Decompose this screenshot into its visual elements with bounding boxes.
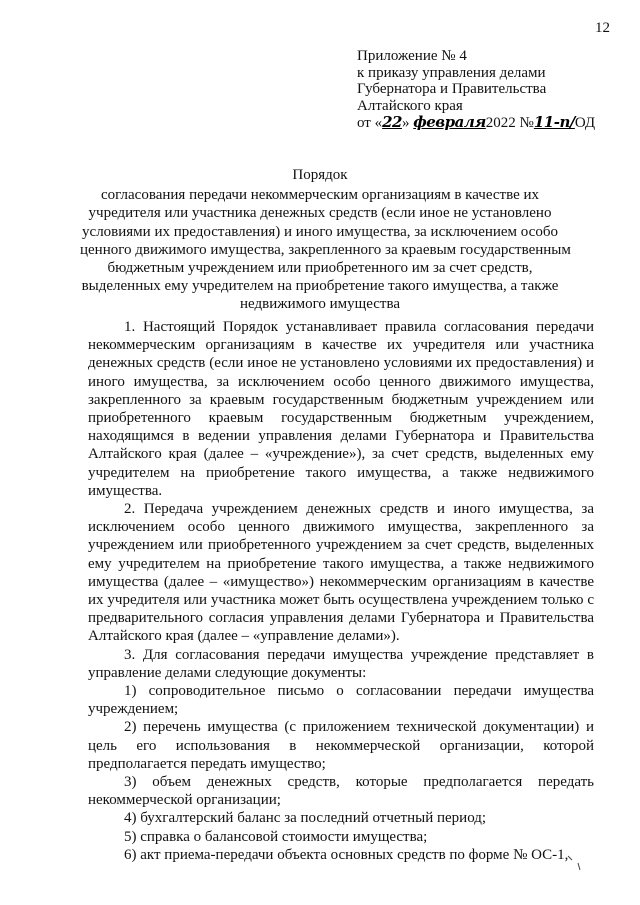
handwritten-month: февраля [413, 113, 486, 131]
list-item-3: 3) объем денежных средств, которые предполагается передать некоммерческой организации; [88, 774, 594, 809]
page-number: 12 [595, 20, 610, 36]
document-heading: Порядок [292, 167, 348, 183]
subtitle-line: условиями их предоставления) и иного имущества, за исключением особо [82, 223, 558, 240]
subtitle-line: недвижимого имущества [240, 296, 400, 313]
appendix-line-4: Алтайского края [357, 97, 463, 114]
handwritten-order-number: 11-п/ [533, 113, 575, 131]
scan-mark-icon [566, 854, 586, 874]
list-item-1: 1) сопроводительное письмо о согласовании передачи имущества учреждением; [88, 683, 594, 718]
list-item-6: 6) акт приема-передачи объекта основных средств по форме № ОС-1, [124, 846, 569, 863]
date-year: 2022 № [485, 115, 534, 131]
document-title-block [80, 166, 571, 314]
appendix-line-1: Приложение № 4 [357, 48, 467, 64]
paragraph-3: 3. Для согласования передачи имущества учреждение представляет в управление делами следующие документы: [88, 646, 594, 681]
document-body [88, 318, 594, 864]
subtitle-line: ценного движимого имущества, закрепленного за краевым государственным [80, 241, 571, 258]
list-item-2: 2) перечень имущества (с приложением технической документации) и цель его использования в некоммерческой организации, которой предполагается передать имущество; [88, 719, 594, 772]
date-mid: » [401, 115, 414, 131]
appendix-date-line [357, 114, 627, 132]
paragraph-2: 2. Передача учреждением денежных средств и иного имущества, за исключением особо ценного движимого имущества, закрепленного за учреждением или приобретенного учреждением за счет средств, выделенных ему учредителем на приобретение такого имущества, а также недвижимого имущества (далее – «имущество») некоммерческим организациям в качестве их учредителя или участника может быть осуществлена учреждением только с предварительного согласия управления делами Губернатора и Правительства Алтайского края (далее – «управление делами»). [88, 501, 594, 645]
subtitle-line: учредителя или участника денежных средств (если иное не установлено [88, 205, 552, 222]
appendix-line-3: Губернатора и Правительства [357, 81, 547, 97]
subtitle-line: бюджетным учреждением или приобретенного им за счет средств, [107, 260, 533, 277]
appendix-line-2: к приказу управления делами [357, 64, 546, 81]
handwritten-day: 22 [382, 113, 402, 131]
order-suffix: ОД [574, 115, 596, 131]
paragraph-1: 1. Настоящий Порядок устанавливает правила согласования передачи некоммерческим организациям в качестве их учредителя или участника денежных средств (если иное не установлено условиями их предоставления) и иного имущества, за исключением особо ценного движимого имущества, закрепленного за краевым государственным бюджетным учреждением или приобретенного краевым государственным бюджетным учреждением, находящимся в ведении управления делами Губернатора и Правительства Алтайского края (далее – «учреждение»), за счет средств, выделенных ему учредителем на приобретение такого имущества, а также недвижимого имущества. [88, 319, 594, 499]
subtitle-line: выделенных ему учредителем на приобретение такого имущества, а также [81, 278, 559, 295]
date-prefix: от « [357, 115, 383, 131]
subtitle-line: согласования передачи некоммерческим организациям в качестве их [100, 187, 540, 204]
list-item-4: 4) бухгалтерский баланс за последний отчетный период; [124, 810, 487, 827]
appendix-header [357, 48, 627, 132]
list-item-5: 5) справка о балансовой стоимости имущества; [124, 828, 428, 845]
